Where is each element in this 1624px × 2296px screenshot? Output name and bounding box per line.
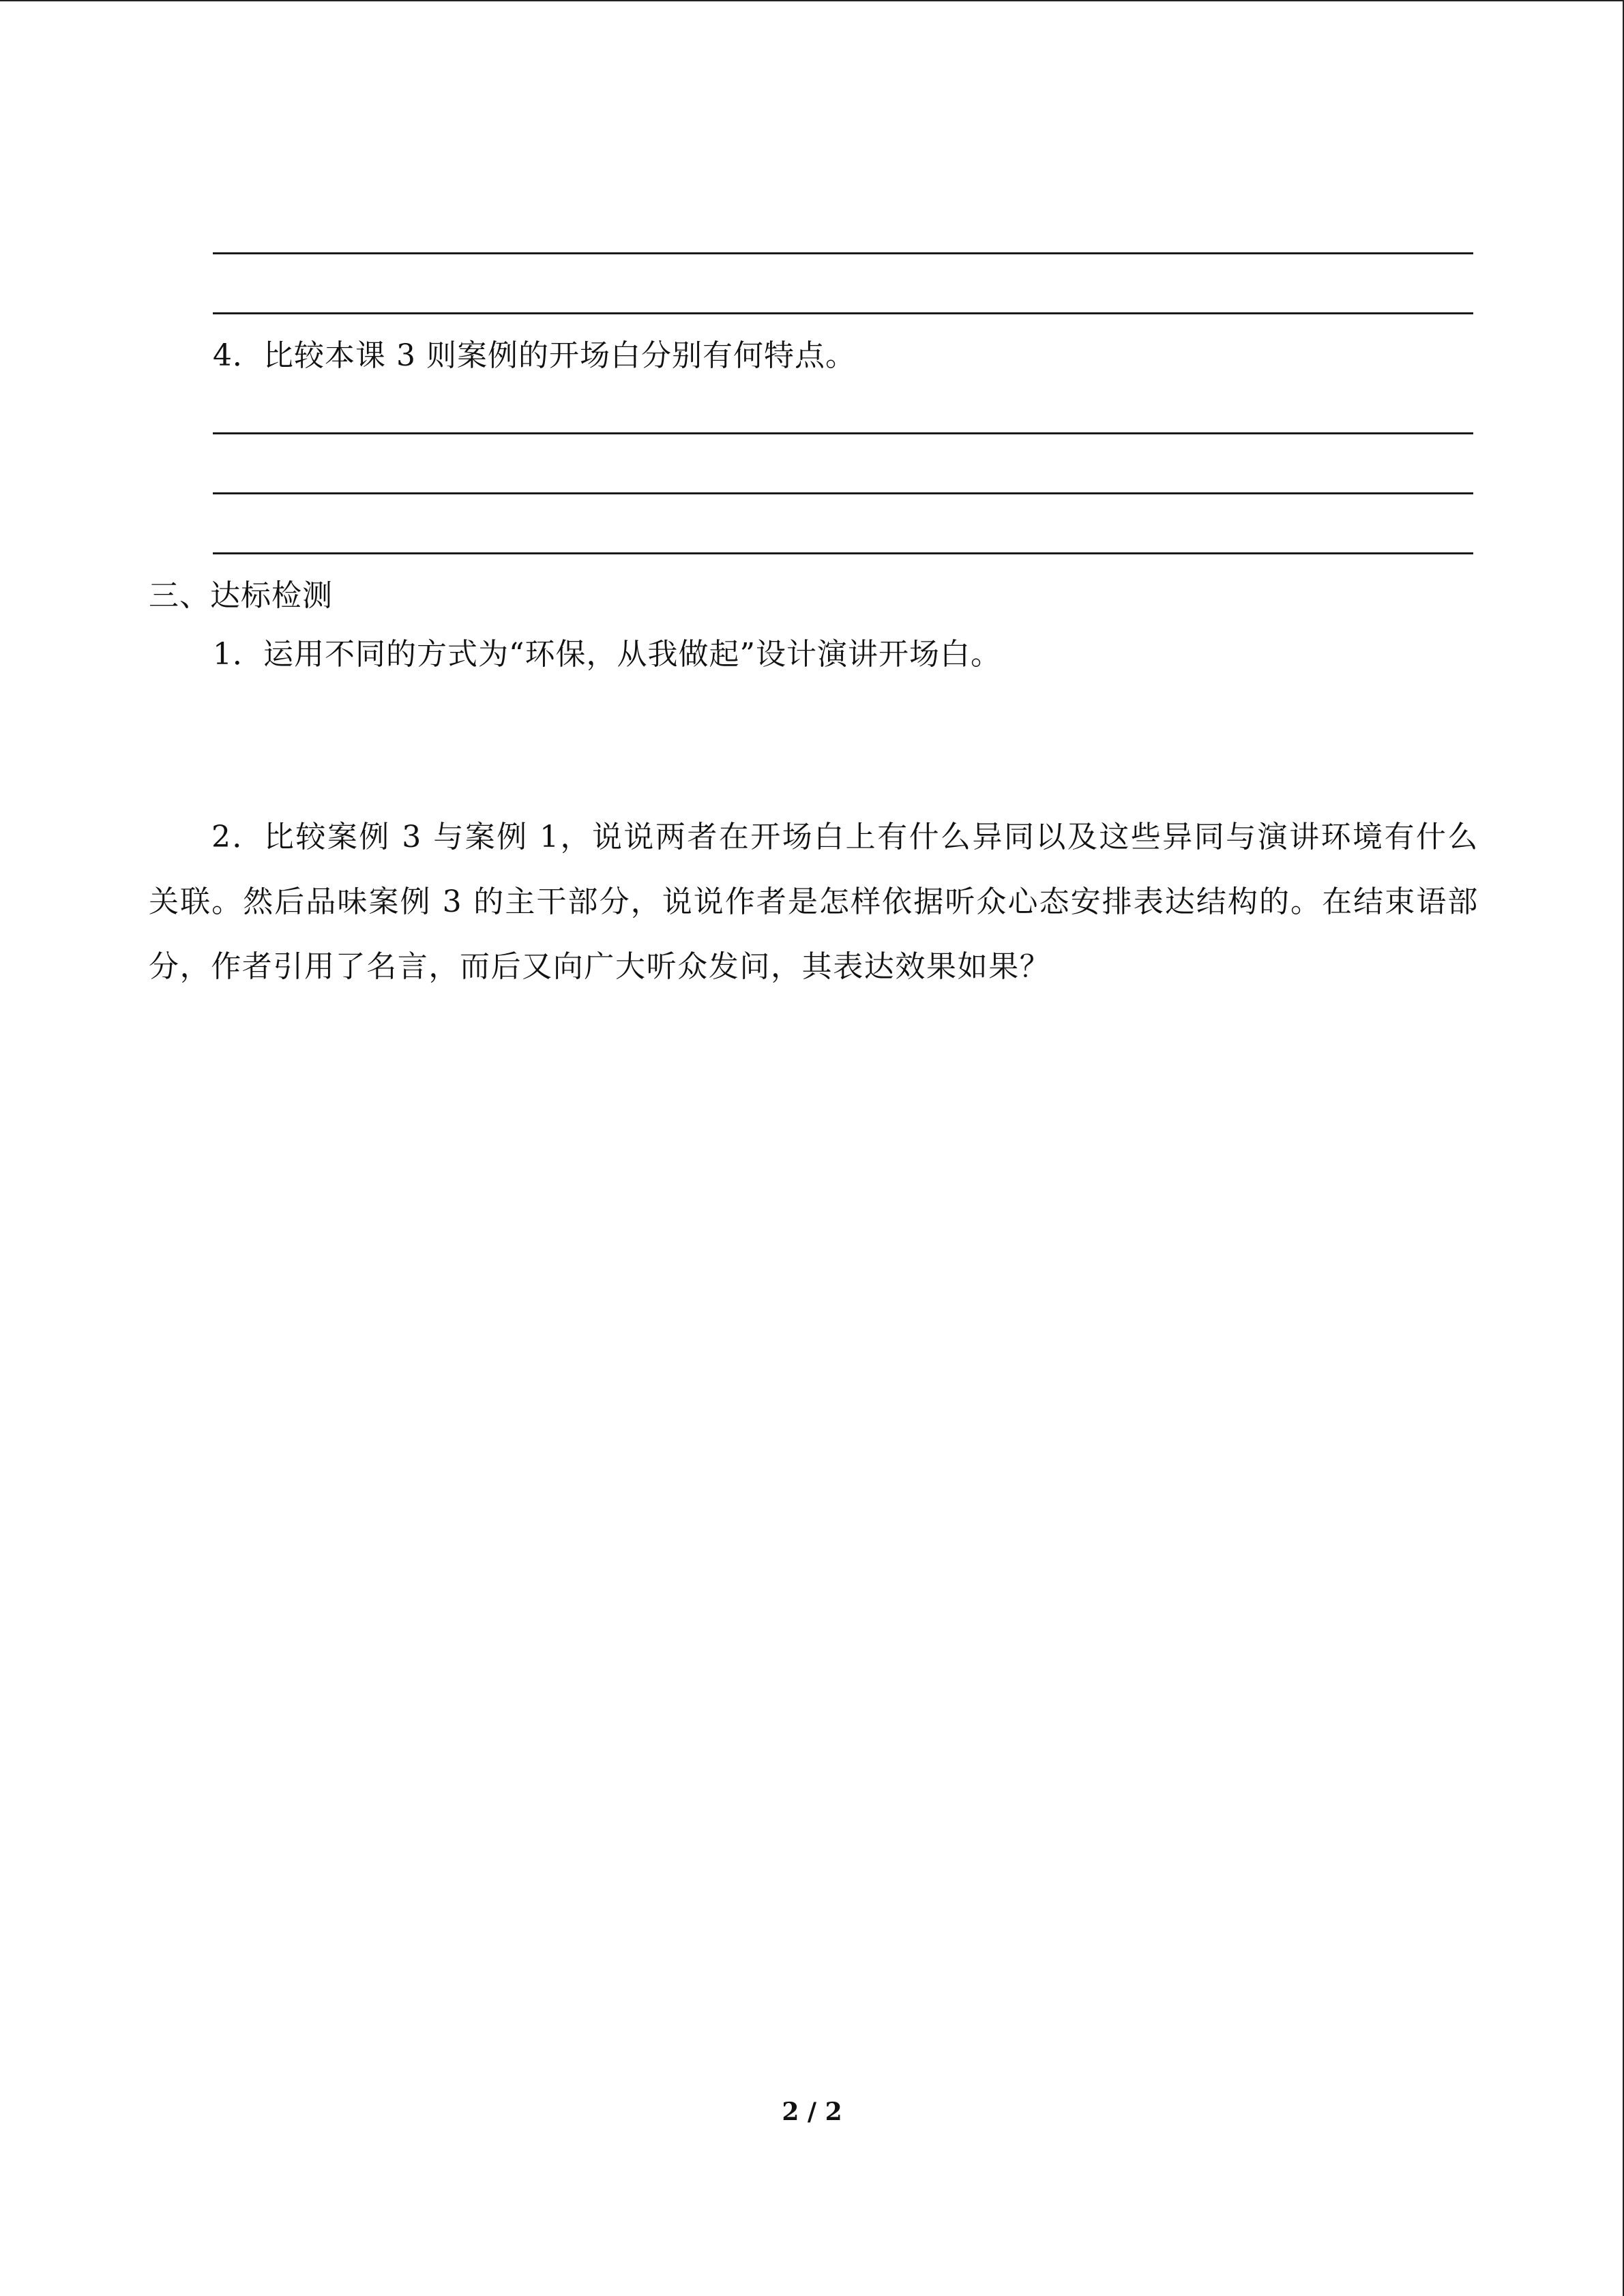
answer-line: [213, 492, 1473, 494]
section-heading: 三、达标检测: [149, 578, 333, 613]
answer-line: [213, 252, 1473, 254]
answer-line: [213, 552, 1473, 554]
answer-line: [213, 432, 1473, 434]
question-2: 2．比较案例 3 与案例 1，说说两者在开场白上有什么异同以及这些异同与演讲环境有什么关联。然后品味案例 3 的主干部分，说说作者是怎样依据听众心态安排表达结构的。在结束语部分，作者引用了名言，而后又向广大听众发问，其表达效果如果？: [149, 820, 1479, 984]
page-number: 2 / 2: [782, 2098, 842, 2126]
question-1: 1．运用不同的方式为“环保，从我做起”设计演讲开场白。: [213, 637, 1001, 672]
question-4: 4．比较本课 3 则案例的开场白分别有何特点。: [213, 338, 856, 373]
answer-line: [213, 312, 1473, 314]
